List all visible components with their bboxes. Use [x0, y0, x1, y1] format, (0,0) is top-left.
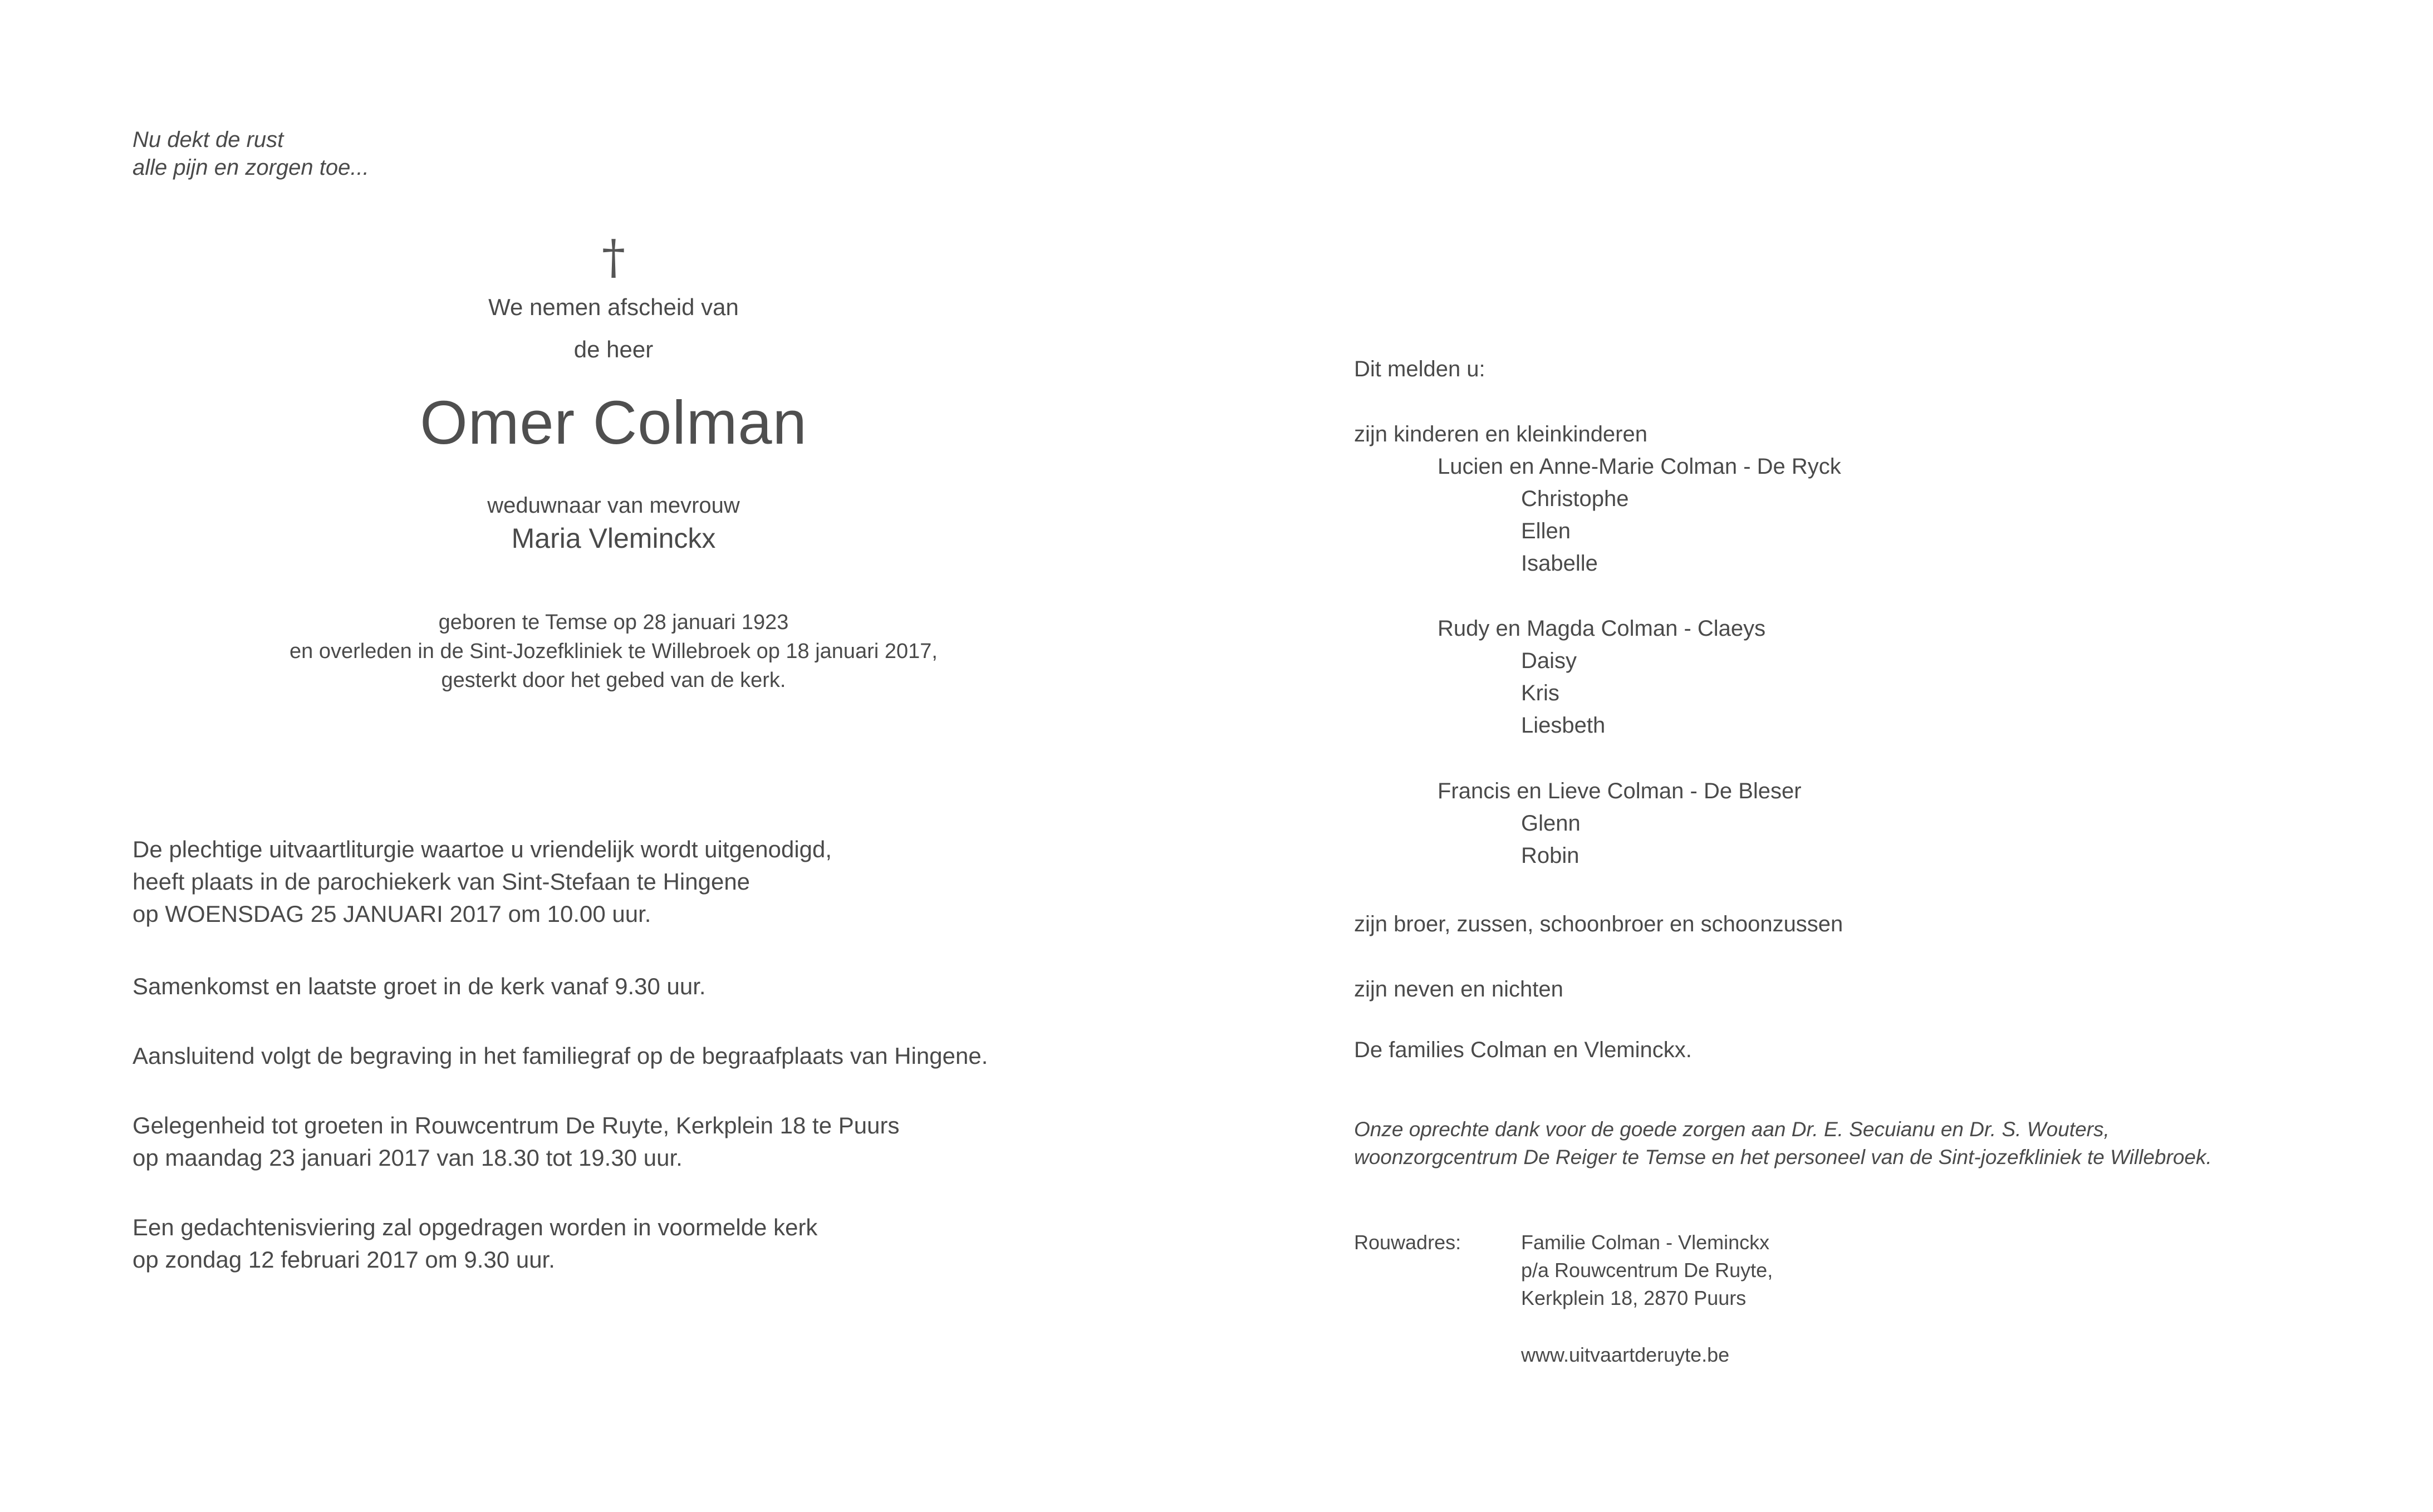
motto-line-1: Nu dekt de rust: [133, 127, 284, 152]
deceased-name: Omer Colman: [420, 389, 807, 457]
visitation-line-1: Gelegenheid tot groeten in Rouwcentrum De Ruyte, Kerkplein 18 te Puurs: [133, 1112, 900, 1138]
funeral-service-paragraph: [133, 833, 832, 930]
service-line-3: op WOENSDAG 25 JANUARI 2017 om 10.00 uur.: [133, 901, 651, 927]
visitation-line-2: op maandag 23 januari 2017 van 18.30 tot 19.30 uur.: [133, 1145, 683, 1171]
motto: [133, 126, 369, 181]
family-parents: Rudy en Magda Colman - Claeys: [1438, 616, 1766, 641]
motto-line-2: alle pijn en zorgen toe...: [133, 155, 369, 180]
grandchild-name: Liesbeth: [1521, 713, 1606, 738]
family-parents: Lucien en Anne-Marie Colman - De Ryck: [1438, 454, 1841, 479]
memorial-line-1: Een gedachtenisviering zal opgedragen worden in voormelde kerk: [133, 1214, 818, 1240]
children-heading: zijn kinderen en kleinkinderen: [1354, 422, 1647, 446]
announcement-heading: Dit melden u:: [1354, 357, 1485, 381]
intro-line-2: de heer: [573, 336, 654, 362]
gathering-paragraph: [133, 970, 706, 1003]
cross-icon: †: [602, 230, 625, 284]
memorial-line-2: op zondag 12 februari 2017 om 9.30 uur.: [133, 1246, 555, 1273]
service-line-2: heeft plaats in de parochiekerk van Sint-Stefaan te Hingene: [133, 868, 750, 895]
widow-name: Maria Vleminckx: [511, 523, 716, 554]
widow-label: weduwnaar van mevrouw: [487, 493, 740, 518]
born-line-3: gesterkt door het gebed van de kerk.: [441, 669, 786, 692]
thanks-line-1: Onze oprechte dank voor de goede zorgen aan Dr. E. Secuianu en Dr. S. Wouters,: [1354, 1118, 2110, 1141]
memorial-paragraph: [133, 1211, 817, 1276]
birth-death-details: [133, 608, 1095, 695]
address-line-3: Kerkplein 18, 2870 Puurs: [1521, 1287, 1747, 1309]
families-line: De families Colman en Vleminckx.: [1354, 1038, 1692, 1062]
grandchild-name: Daisy: [1521, 649, 1577, 673]
thanks-note: [1354, 1116, 2212, 1171]
grandchild-name: Isabelle: [1521, 551, 1598, 576]
cousins-line: zijn neven en nichten: [1354, 977, 1563, 1002]
thanks-line-2: woonzorgcentrum De Reiger te Temse en het personeel van de Sint-jozefkliniek te Willebroek.: [1354, 1146, 2212, 1169]
grandchild-name: Glenn: [1521, 811, 1581, 836]
born-line-2: en overleden in de Sint-Jozefkliniek te Willebroek op 18 januari 2017,: [290, 640, 938, 663]
grandchild-name: Christophe: [1521, 487, 1629, 511]
grandchild-name: Robin: [1521, 843, 1580, 868]
mourning-address: [1521, 1229, 1773, 1312]
website-link[interactable]: www.uitvaartderuyte.be: [1521, 1343, 1730, 1366]
service-line-1: De plechtige uitvaartliturgie waartoe u vriendelijk wordt uitgenodigd,: [133, 836, 832, 862]
visitation-paragraph: [133, 1110, 899, 1174]
address-line-1: Familie Colman - Vleminckx: [1521, 1231, 1770, 1254]
gathering-line: Samenkomst en laatste groet in de kerk vanaf 9.30 uur.: [133, 973, 706, 999]
born-line-1: geboren te Temse op 28 januari 1923: [438, 611, 789, 634]
siblings-line: zijn broer, zussen, schoonbroer en schoonzussen: [1354, 912, 1843, 936]
burial-line: Aansluitend volgt de begraving in het familiegraf op de begraafplaats van Hingene.: [133, 1043, 988, 1069]
family-parents: Francis en Lieve Colman - De Bleser: [1438, 779, 1802, 803]
address-line-2: p/a Rouwcentrum De Ruyte,: [1521, 1259, 1773, 1282]
burial-paragraph: [133, 1040, 988, 1072]
grandchild-name: Kris: [1521, 681, 1559, 705]
intro-line-1: We nemen afscheid van: [488, 294, 739, 320]
grandchild-name: Ellen: [1521, 519, 1571, 543]
address-label: Rouwadres:: [1354, 1231, 1461, 1254]
